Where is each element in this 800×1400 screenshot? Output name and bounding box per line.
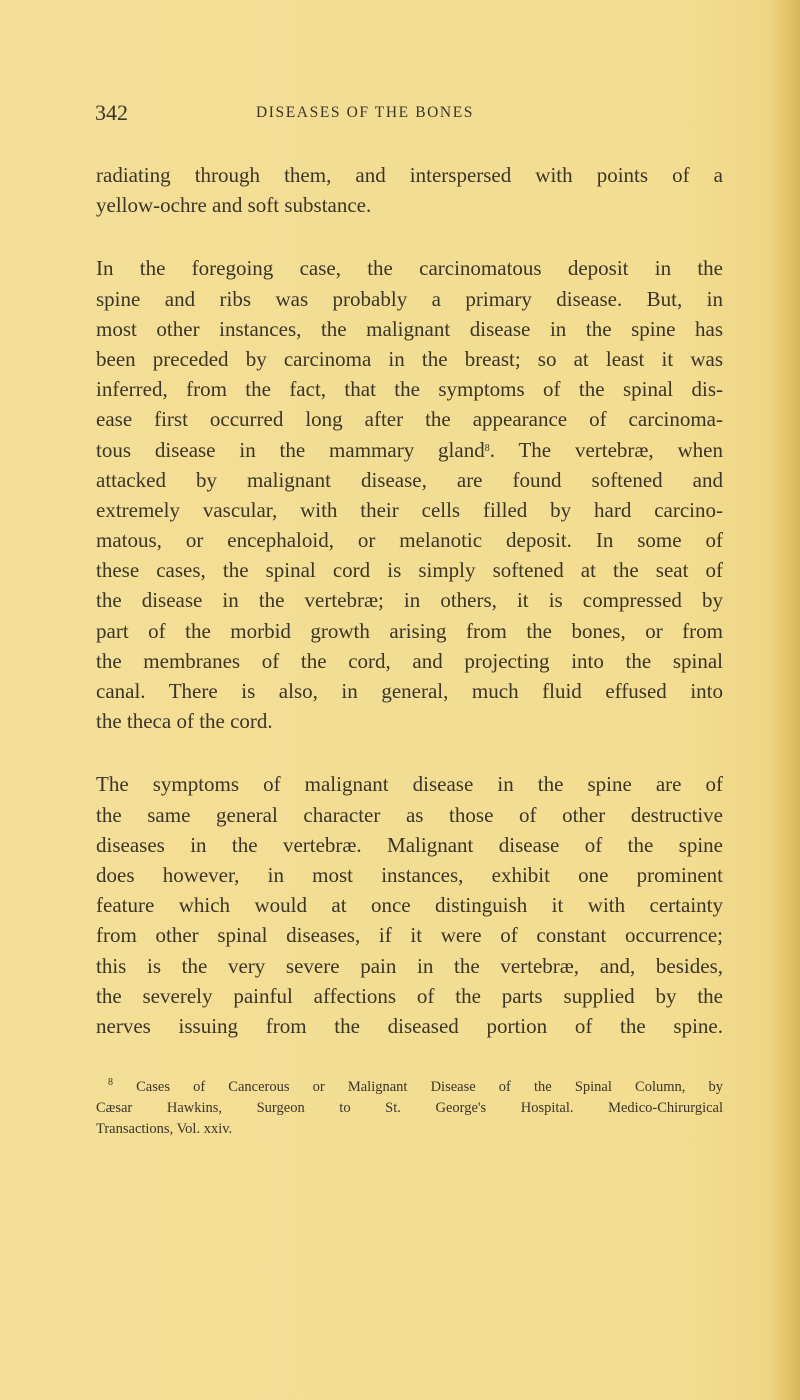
text-line: these cases, the spinal cord is simply softened at the seat of	[96, 558, 723, 583]
text-line: inferred, from the fact, that the symptoms of the spinal dis-	[96, 377, 723, 402]
text-fragment: The vertebræ, when	[518, 437, 723, 462]
text-line: attacked by malignant disease, are found softened and	[96, 467, 723, 492]
body-text	[96, 160, 723, 1074]
text-line: most other instances, the malignant disease in the spine has	[96, 316, 723, 341]
footnote-line: Cæsar Hawkins, Surgeon to St. George's Hospital. Medico-Chirurgical	[96, 1100, 723, 1116]
page-number: 342	[95, 100, 128, 125]
text-line: nerves issuing from the diseased portion of the spine.	[96, 1013, 723, 1038]
text-line: ease first occurred long after the appearance of carcinoma-	[96, 407, 723, 432]
paragraph	[96, 769, 723, 1041]
footnote-marker: 8	[108, 1077, 113, 1088]
text-line: the theca of the cord.	[96, 709, 273, 734]
footnote-reference[interactable]: 8	[484, 442, 490, 454]
running-title: DISEASES OF THE BONES	[255, 104, 475, 121]
text-line: radiating through them, and interspersed with points of a	[96, 163, 723, 187]
text-line: part of the morbid growth arising from the bones, or from	[96, 618, 723, 643]
text-line: feature which would at once distinguish it with certainty	[96, 893, 723, 918]
footnote-line	[96, 1077, 723, 1098]
paragraph	[96, 253, 723, 736]
text-line: the severely painful affections of the parts supplied by the	[96, 983, 723, 1008]
running-header	[95, 100, 725, 130]
text-fragment: tous disease in the mammary gland	[96, 437, 485, 462]
text-line: from other spinal diseases, if it were of constant occurrence;	[96, 923, 723, 948]
text-line: matous, or encephaloid, or melanotic deposit. In some of	[96, 528, 723, 553]
text-line: the disease in the vertebræ; in others, it is compressed by	[96, 588, 723, 613]
footnote	[96, 1077, 723, 1140]
text-line: been preceded by carcinoma in the breast; so at least it was	[96, 346, 723, 371]
footnote-line: Transactions, Vol. xxiv.	[96, 1121, 233, 1137]
text-line: the membranes of the cord, and projecting into the spinal	[96, 648, 723, 673]
text-line: The symptoms of malignant disease in the spine are of	[96, 772, 723, 797]
text-line: In the foregoing case, the carcinomatous deposit in the	[96, 256, 723, 281]
text-fragment: Cases of Cancerous or Malignant Disease of the Spinal Column, by	[136, 1079, 724, 1095]
text-line: diseases in the vertebræ. Malignant disease of the spine	[96, 832, 723, 857]
text-line: tous disease in the mammary gland$^8$. The vertebræ, when	[96, 437, 723, 462]
text-line: this is the very severe pain in the vertebræ, and, besides,	[96, 953, 723, 978]
text-line: the same general character as those of other destructive	[96, 802, 723, 827]
text-line: yellow-ochre and soft substance.	[96, 193, 372, 218]
text-line: canal. There is also, in general, much fluid effused into	[96, 679, 723, 703]
text-line: extremely vascular, with their cells filled by hard carcino-	[96, 497, 723, 522]
text-line: does however, in most instances, exhibit one prominent	[96, 862, 723, 887]
text-line: spine and ribs was probably a primary disease. But, in	[96, 286, 723, 311]
paragraph	[96, 160, 723, 220]
